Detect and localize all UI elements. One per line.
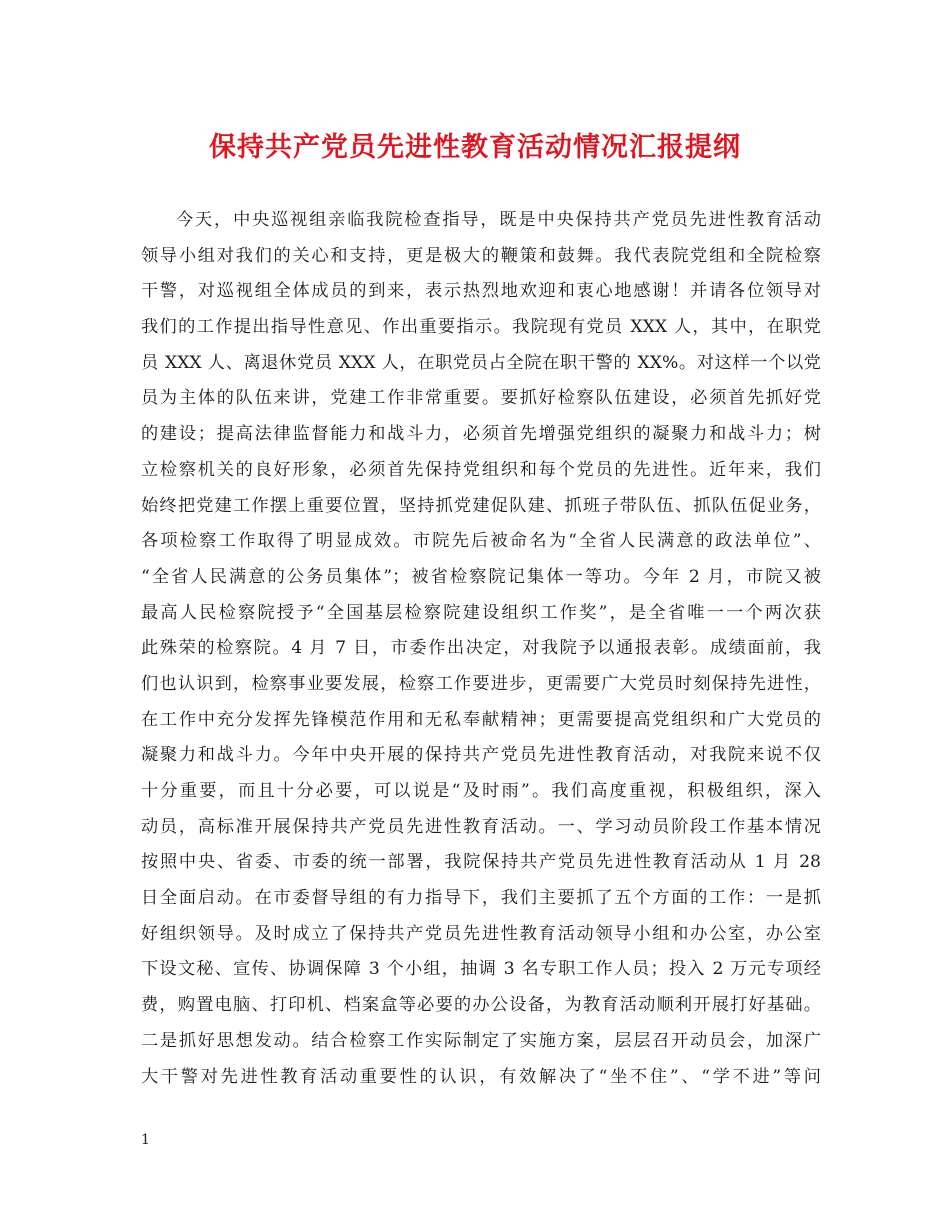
document-title: 保持共产党员先进性教育活动情况汇报提纲 (209, 132, 741, 163)
page-number: 1 (141, 1132, 150, 1148)
text-line: 大干警对先进性教育活动重要性的认识，有效解决了“坐不住”、“学不进”等问 (141, 1066, 821, 1087)
text-line: 我们的工作提出指导性意见、作出重要指示。我院现有党员 XXX 人，其中，在职党 (141, 317, 821, 338)
text-line: 好组织领导。及时成立了保持共产党员先进性教育活动领导小组和办公室，办公室 (141, 923, 821, 944)
text-line: 此殊荣的检察院。4 月 7 日，市委作出决定，对我院予以通报表彰。成绩面前，我 (141, 638, 821, 659)
text-line: 按照中央、省委、市委的统一部署，我院保持共产党员先进性教育活动从 1 月 28 (141, 852, 821, 873)
text-line: 二是抓好思想发动。结合检察工作实际制定了实施方案，层层召开动员会，加深广 (141, 1030, 821, 1051)
text-line: 今天，中央巡视组亲临我院检查指导，既是中央保持共产党员先进性教育活动 (176, 210, 821, 230)
text-line: 各项检察工作取得了明显成效。市院先后被命名为“全省人民满意的政法单位”、 (141, 531, 821, 552)
text-line: 立检察机关的良好形象，必须首先保持党组织和每个党员的先进性。近年来，我们 (141, 459, 821, 480)
text-line: 领导小组对我们的关心和支持，更是极大的鞭策和鼓舞。我代表院党组和全院检察 (141, 245, 821, 266)
text-line: 凝聚力和战斗力。今年中央开展的保持共产党员先进性教育活动，对我院来说不仅 (141, 745, 821, 766)
text-line: 十分重要，而且十分必要，可以说是“及时雨”。我们高度重视，积极组织，深入 (141, 781, 821, 801)
text-line: 动员，高标准开展保持共产党员先进性教育活动。一、学习动员阶段工作基本情况 (141, 816, 821, 837)
text-line: 最高人民检察院授予“全国基层检察院建设组织工作奖”，是全省唯一一个两次获 (141, 602, 821, 623)
text-line: 费，购置电脑、打印机、档案盒等必要的办公设备，为教育活动顺利开展打好基础。 (141, 995, 821, 1016)
text-line: 日全面启动。在市委督导组的有力指导下，我们主要抓了五个方面的工作：一是抓 (141, 888, 821, 909)
text-line: 始终把党建工作摆上重要位置，坚持抓党建促队建、抓班子带队伍、抓队伍促业务， (141, 495, 821, 516)
text-line: “全省人民满意的公务员集体”；被省检察院记集体一等功。今年 2 月，市院又被 (141, 566, 821, 587)
text-line: 在工作中充分发挥先锋模范作用和无私奉献精神；更需要提高党组织和广大党员的 (141, 709, 821, 730)
text-line: 下设文秘、宣传、协调保障 3 个小组，抽调 3 名专职工作人员；投入 2 万元专项经 (141, 959, 821, 980)
text-line: 干警，对巡视组全体成员的到来，表示热烈地欢迎和衷心地感谢！并请各位领导对 (141, 281, 821, 302)
text-line: 员为主体的队伍来讲，党建工作非常重要。要抓好检察队伍建设，必须首先抓好党 (141, 388, 821, 409)
text-line: 们也认识到，检察事业要发展，检察工作要进步，更需要广大党员时刻保持先进性， (141, 673, 821, 694)
text-line: 的建设；提高法律监督能力和战斗力，必须首先增强党组织的凝聚力和战斗力；树 (141, 424, 821, 445)
body-paragraph (141, 203, 821, 1095)
text-line: 员 XXX 人、离退休党员 XXX 人，在职党员占全院在职干警的 XX%。对这样一个以党 (141, 352, 821, 373)
